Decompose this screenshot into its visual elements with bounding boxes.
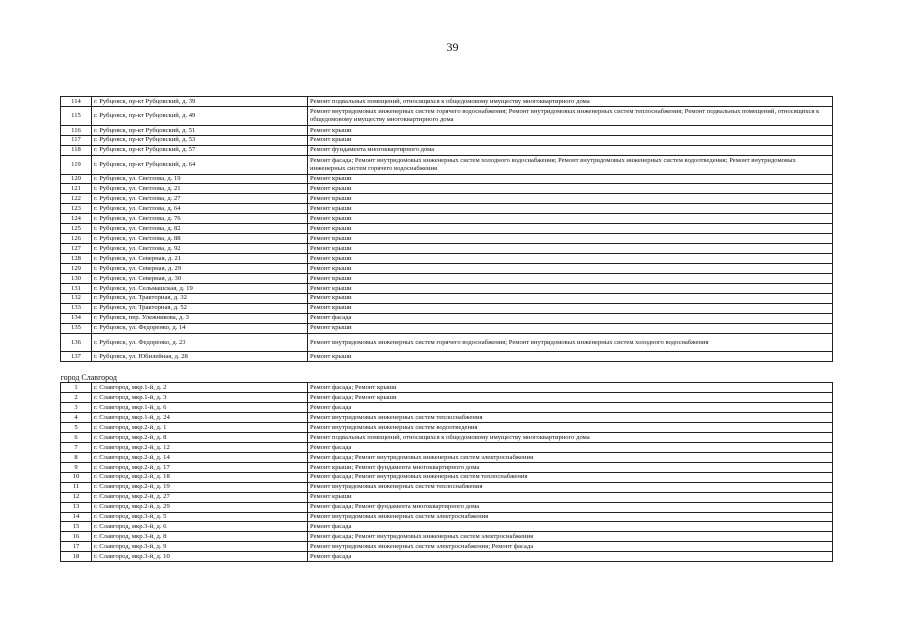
- row-number: 117: [61, 135, 92, 145]
- row-work-type: Ремонт крыши: [308, 263, 833, 273]
- table-row: [61, 263, 833, 273]
- table-row: [61, 413, 833, 423]
- table-row: [61, 106, 833, 125]
- row-work-type: Ремонт крыши: [308, 135, 833, 145]
- row-number: 11: [61, 482, 92, 492]
- table-row: [61, 423, 833, 433]
- table-row: [61, 293, 833, 303]
- row-address: г. Славгород, мкр.2-й, д. 1: [92, 423, 308, 433]
- row-number: 16: [61, 532, 92, 542]
- table-row: [61, 224, 833, 234]
- row-address: г. Рубцовск, ул. Светлова, д. 82: [92, 224, 308, 234]
- table-row: [61, 234, 833, 244]
- row-work-type: Ремонт внутридомовых инженерных систем горячего водоснабжения; Ремонт внутридомовых инженерных систем холодного водоснабжения: [308, 333, 833, 352]
- row-number: 10: [61, 472, 92, 482]
- row-work-type: Ремонт фасада; Ремонт крыши: [308, 393, 833, 403]
- table-row: [61, 522, 833, 532]
- section-header-row: [61, 362, 833, 383]
- row-work-type: Ремонт фасада; Ремонт фундамента многоквартирного дома: [308, 502, 833, 512]
- page-number: 39: [446, 40, 459, 54]
- row-number: 8: [61, 452, 92, 462]
- row-number: 119: [61, 155, 92, 174]
- table-row: [61, 194, 833, 204]
- row-address: г. Рубцовск, ул. Федоренко, д. 14: [92, 323, 308, 333]
- row-number: 5: [61, 423, 92, 433]
- row-address: г. Славгород, мкр.2-й, д. 8: [92, 433, 308, 443]
- row-number: 2: [61, 393, 92, 403]
- row-number: 14: [61, 512, 92, 522]
- row-number: 127: [61, 244, 92, 254]
- row-work-type: Ремонт крыши: [308, 204, 833, 214]
- row-address: г. Славгород, мкр.2-й, д. 12: [92, 442, 308, 452]
- row-work-type: Ремонт фасада; Ремонт внутридомовых инженерных систем холодного водоснабжения; Ремонт внутридомовых инженерных систем водоотведения; Ремонт внутридомовых инженерных систем горячего водоснабжения: [308, 155, 833, 174]
- row-work-type: Ремонт крыши: [308, 323, 833, 333]
- row-work-type: Ремонт крыши: [308, 273, 833, 283]
- row-number: 6: [61, 433, 92, 443]
- row-number: 12: [61, 492, 92, 502]
- row-address: г. Славгород, мкр.3-й, д. 5: [92, 512, 308, 522]
- row-number: 118: [61, 145, 92, 155]
- row-address: г. Рубцовск, ул. Светлова, д. 64: [92, 204, 308, 214]
- row-number: 123: [61, 204, 92, 214]
- row-number: 7: [61, 442, 92, 452]
- row-address: г. Славгород, мкр.1-й, д. 24: [92, 413, 308, 423]
- row-number: 134: [61, 313, 92, 323]
- row-number: 115: [61, 106, 92, 125]
- row-work-type: Ремонт фасада: [308, 552, 833, 562]
- row-work-type: Ремонт крыши; Ремонт фундамента многоквартирного дома: [308, 462, 833, 472]
- row-work-type: Ремонт внутридомовых инженерных систем водоотведения: [308, 423, 833, 433]
- row-address: г. Рубцовск, пр-кт Рубцовский, д. 49: [92, 106, 308, 125]
- row-number: 1: [61, 383, 92, 393]
- table-row: [61, 393, 833, 403]
- row-work-type: Ремонт крыши: [308, 224, 833, 234]
- row-work-type: Ремонт крыши: [308, 244, 833, 254]
- row-number: 135: [61, 323, 92, 333]
- row-work-type: Ремонт внутридомовых инженерных систем электроснабжения; Ремонт фасада: [308, 542, 833, 552]
- row-number: 124: [61, 214, 92, 224]
- row-address: г. Рубцовск, ул. Светлова, д. 76: [92, 214, 308, 224]
- row-address: г. Рубцовск, ул. Сельмашская, д. 19: [92, 283, 308, 293]
- row-work-type: Ремонт фасада; Ремонт внутридомовых инженерных систем электроснабжения: [308, 452, 833, 462]
- row-work-type: Ремонт внутридомовых инженерных систем электроснабжения: [308, 512, 833, 522]
- row-work-type: Ремонт фасада: [308, 313, 833, 323]
- row-address: г. Славгород, мкр.3-й, д. 8: [92, 532, 308, 542]
- table-row: [61, 552, 833, 562]
- row-work-type: Ремонт фасада: [308, 442, 833, 452]
- row-address: г. Рубцовск, пр-кт Рубцовский, д. 64: [92, 155, 308, 174]
- row-number: 18: [61, 552, 92, 562]
- table-row: [61, 244, 833, 254]
- row-work-type: Ремонт внутридомовых инженерных систем теплоснабжения: [308, 413, 833, 423]
- table-row: [61, 135, 833, 145]
- row-address: г. Рубцовск, пр-кт Рубцовский, д. 57: [92, 145, 308, 155]
- table-row: [61, 323, 833, 333]
- row-address: г. Рубцовск, ул. Северная, д. 29: [92, 263, 308, 273]
- row-number: 3: [61, 403, 92, 413]
- table-row: [61, 204, 833, 214]
- row-number: 116: [61, 125, 92, 135]
- table-row: [61, 254, 833, 264]
- table-row: [61, 472, 833, 482]
- table-row: [61, 352, 833, 362]
- table-row: [61, 273, 833, 283]
- row-address: г. Славгород, мкр.2-й, д. 17: [92, 462, 308, 472]
- row-work-type: Ремонт крыши: [308, 184, 833, 194]
- table-row: [61, 482, 833, 492]
- row-work-type: Ремонт крыши: [308, 283, 833, 293]
- table-row: [61, 125, 833, 135]
- row-work-type: Ремонт крыши: [308, 352, 833, 362]
- table-row: [61, 313, 833, 323]
- row-address: г. Рубцовск, ул. Федоренко, д. 23: [92, 333, 308, 352]
- table-row: [61, 283, 833, 293]
- row-number: 13: [61, 502, 92, 512]
- row-number: 17: [61, 542, 92, 552]
- table-row: [61, 492, 833, 502]
- row-address: г. Рубцовск, ул. Северная, д. 21: [92, 254, 308, 264]
- row-address: г. Рубцовск, ул. Светлова, д. 27: [92, 194, 308, 204]
- row-address: г. Рубцовск, ул. Северная, д. 30: [92, 273, 308, 283]
- row-number: 126: [61, 234, 92, 244]
- row-work-type: Ремонт крыши: [308, 492, 833, 502]
- row-work-type: Ремонт внутридомовых инженерных систем теплоснабжения: [308, 482, 833, 492]
- row-address: г. Славгород, мкр.3-й, д. 10: [92, 552, 308, 562]
- row-address: г. Славгород, мкр.2-й, д. 27: [92, 492, 308, 502]
- table-row: [61, 542, 833, 552]
- row-work-type: Ремонт крыши: [308, 234, 833, 244]
- row-number: 114: [61, 97, 92, 107]
- repair-works-table: [60, 96, 833, 562]
- table-row: [61, 145, 833, 155]
- table-row: [61, 442, 833, 452]
- table-row: [61, 383, 833, 393]
- row-work-type: Ремонт крыши: [308, 293, 833, 303]
- row-number: 136: [61, 333, 92, 352]
- row-address: г. Славгород, мкр.1-й, д. 6: [92, 403, 308, 413]
- row-address: г. Рубцовск, ул. Юбилейная, д. 28: [92, 352, 308, 362]
- row-address: г. Рубцовск, ул. Тракторная, д. 32: [92, 293, 308, 303]
- row-number: 4: [61, 413, 92, 423]
- row-address: г. Славгород, мкр.2-й, д. 29: [92, 502, 308, 512]
- table-body: [61, 97, 833, 562]
- row-work-type: Ремонт крыши: [308, 194, 833, 204]
- row-address: г. Славгород, мкр.3-й, д. 6: [92, 522, 308, 532]
- row-address: г. Славгород, мкр.1-й, д. 3: [92, 393, 308, 403]
- table-row: [61, 462, 833, 472]
- row-address: г. Рубцовск, ул. Светлова, д. 92: [92, 244, 308, 254]
- row-number: 122: [61, 194, 92, 204]
- row-work-type: Ремонт крыши: [308, 303, 833, 313]
- row-work-type: Ремонт подвальных помещений, относящихся к общедомовому имуществу многоквартирного дома: [308, 433, 833, 443]
- table-row: [61, 532, 833, 542]
- row-work-type: Ремонт крыши: [308, 174, 833, 184]
- table-row: [61, 214, 833, 224]
- row-number: 133: [61, 303, 92, 313]
- row-address: г. Славгород, мкр.3-й, д. 9: [92, 542, 308, 552]
- row-work-type: Ремонт крыши: [308, 214, 833, 224]
- row-address: г. Славгород, мкр.2-й, д. 19: [92, 482, 308, 492]
- row-address: г. Рубцовск, пр-кт Рубцовский, д. 39: [92, 97, 308, 107]
- table-row: [61, 502, 833, 512]
- row-address: г. Рубцовск, пр-кт Рубцовский, д. 53: [92, 135, 308, 145]
- row-address: г. Рубцовск, ул. Светлова, д. 19: [92, 174, 308, 184]
- row-number: 120: [61, 174, 92, 184]
- row-number: 131: [61, 283, 92, 293]
- row-work-type: Ремонт внутридомовых инженерных систем горячего водоснабжения; Ремонт внутридомовых инженерных систем теплоснабжения; Ремонт подвальных помещений, относящихся к общедомовому имуществу многоквартирного дома: [308, 106, 833, 125]
- row-number: 15: [61, 522, 92, 532]
- row-work-type: Ремонт фасада; Ремонт внутридомовых инженерных систем теплоснабжения: [308, 472, 833, 482]
- row-address: г. Рубцовск, ул. Светлова, д. 21: [92, 184, 308, 194]
- row-address: г. Рубцовск, пер. Улежникова, д. 3: [92, 313, 308, 323]
- table-row: [61, 155, 833, 174]
- row-address: г. Рубцовск, пр-кт Рубцовский, д. 51: [92, 125, 308, 135]
- row-work-type: Ремонт фундамента многоквартирного дома: [308, 145, 833, 155]
- row-work-type: Ремонт крыши: [308, 125, 833, 135]
- row-address: г. Славгород, мкр.2-й, д. 14: [92, 452, 308, 462]
- section-title: город Славгород: [61, 362, 833, 383]
- row-work-type: Ремонт фасада; Ремонт внутридомовых инженерных систем электроснабжения: [308, 532, 833, 542]
- row-address: г. Славгород, мкр.2-й, д. 18: [92, 472, 308, 482]
- row-address: г. Рубцовск, ул. Светлова, д. 88: [92, 234, 308, 244]
- row-number: 129: [61, 263, 92, 273]
- row-work-type: Ремонт крыши: [308, 254, 833, 264]
- table-row: [61, 303, 833, 313]
- row-number: 130: [61, 273, 92, 283]
- row-number: 9: [61, 462, 92, 472]
- table-row: [61, 97, 833, 107]
- row-number: 125: [61, 224, 92, 234]
- row-work-type: Ремонт подвальных помещений, относящихся к общедомовому имуществу многоквартирного дома: [308, 97, 833, 107]
- table-row: [61, 403, 833, 413]
- row-address: г. Славгород, мкр.1-й, д. 2: [92, 383, 308, 393]
- table-row: [61, 512, 833, 522]
- row-work-type: Ремонт фасада: [308, 522, 833, 532]
- table-row: [61, 452, 833, 462]
- row-work-type: Ремонт фасада: [308, 403, 833, 413]
- row-number: 121: [61, 184, 92, 194]
- table-row: [61, 333, 833, 352]
- table-row: [61, 433, 833, 443]
- table-row: [61, 184, 833, 194]
- row-work-type: Ремонт фасада; Ремонт крыши: [308, 383, 833, 393]
- row-number: 137: [61, 352, 92, 362]
- row-number: 132: [61, 293, 92, 303]
- table-row: [61, 174, 833, 184]
- row-address: г. Рубцовск, ул. Тракторная, д. 52: [92, 303, 308, 313]
- row-number: 128: [61, 254, 92, 264]
